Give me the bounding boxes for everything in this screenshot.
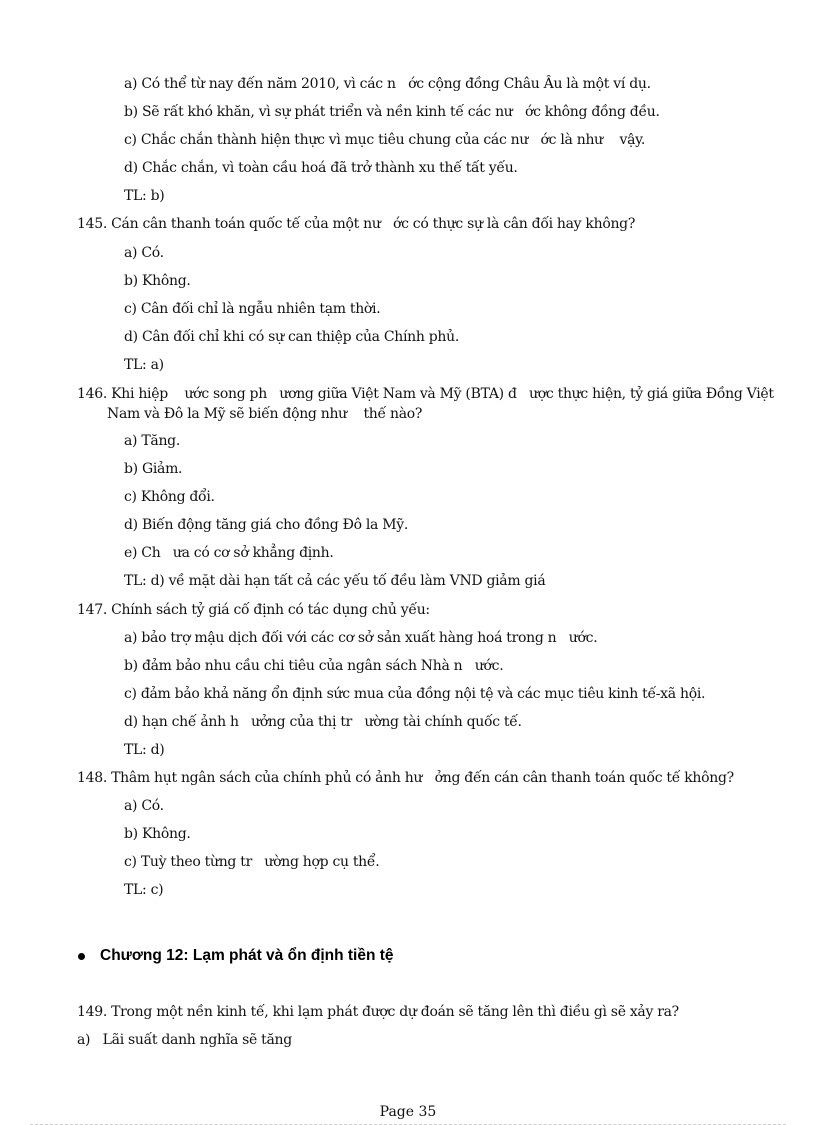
q147-option-d: d) hạn chế ảnh h ưởng của thị tr ường tài chính quốc tế. <box>124 714 522 730</box>
q144-option-b: b) Sẽ rất khó khăn, vì sự phát triển và nền kinh tế các nư ớc không đồng đều. <box>124 104 660 120</box>
chapter-title: Chương 12: Lạm phát và ổn định tiền tệ <box>100 947 394 964</box>
q149-question: 149. Trong một nền kinh tế, khi lạm phát được dự đoán sẽ tăng lên thì điều gì sẽ xảy ra? <box>77 1004 679 1020</box>
q146-question-line2: Nam và Đô la Mỹ sẽ biến động như thế nào? <box>107 406 423 422</box>
q146-option-a: a) Tăng. <box>124 433 180 449</box>
q147-answer: TL: d) <box>124 742 165 758</box>
q147-option-b: b) đảm bảo nhu cầu chi tiêu của ngân sách Nhà n ước. <box>124 658 504 674</box>
q149-option-a: a) Lãi suất danh nghĩa sẽ tăng <box>77 1032 292 1048</box>
q145-option-a: a) Có. <box>124 245 164 261</box>
q146-answer: TL: d) về mặt dài hạn tất cả các yếu tố đều làm VND giảm giá <box>124 573 546 589</box>
bullet-icon <box>78 953 85 960</box>
q145-option-b: b) Không. <box>124 273 191 289</box>
q145-option-c: c) Cân đối chỉ là ngẫu nhiên tạm thời. <box>124 301 381 317</box>
q145-answer: TL: a) <box>124 357 164 373</box>
q144-option-c: c) Chắc chắn thành hiện thực vì mục tiêu chung của các nư ớc là như vậy. <box>124 132 646 148</box>
q148-option-c: c) Tuỳ theo từng tr ường hợp cụ thể. <box>124 854 380 870</box>
q144-option-a: a) Có thể từ nay đến năm 2010, vì các n ớc cộng đồng Châu Âu là một ví dụ. <box>124 76 651 92</box>
q146-option-c: c) Không đổi. <box>124 489 215 505</box>
q147-option-a: a) bảo trợ mậu dịch đối với các cơ sở sản xuất hàng hoá trong n ước. <box>124 630 598 646</box>
q145-option-d: d) Cân đối chỉ khi có sự can thiệp của Chính phủ. <box>124 329 459 345</box>
q148-option-a: a) Có. <box>124 798 164 814</box>
q148-option-b: b) Không. <box>124 826 191 842</box>
page-number: Page 35 <box>379 1104 437 1120</box>
q148-answer: TL: c) <box>124 882 164 898</box>
q144-option-d: d) Chắc chắn, vì toàn cầu hoá đã trở thành xu thế tất yếu. <box>124 160 518 176</box>
chapter-heading <box>78 944 394 968</box>
q146-question-line1: 146. Khi hiệp ước song ph ương giữa Việt Nam và Mỹ (BTA) đ ược thực hiện, tỷ giá giữa Đồng Việt <box>77 386 774 402</box>
q147-question: 147. Chính sách tỷ giá cố định có tác dụng chủ yếu: <box>77 602 430 618</box>
q146-option-e: e) Ch ưa có cơ sở khẳng định. <box>124 545 334 561</box>
q146-option-b: b) Giảm. <box>124 461 183 477</box>
q145-question: 145. Cán cân thanh toán quốc tế của một nư ớc có thực sự là cân đối hay không? <box>77 216 636 232</box>
q144-answer: TL: b) <box>124 188 165 204</box>
q148-question: 148. Thâm hụt ngân sách của chính phủ có ảnh hư ởng đến cán cân thanh toán quốc tế không? <box>77 770 734 786</box>
q146-option-d: d) Biến động tăng giá cho đồng Đô la Mỹ. <box>124 517 409 533</box>
q147-option-c: c) đảm bảo khả năng ổn định sức mua của đồng nội tệ và các mục tiêu kinh tế-xã hội. <box>124 686 706 702</box>
